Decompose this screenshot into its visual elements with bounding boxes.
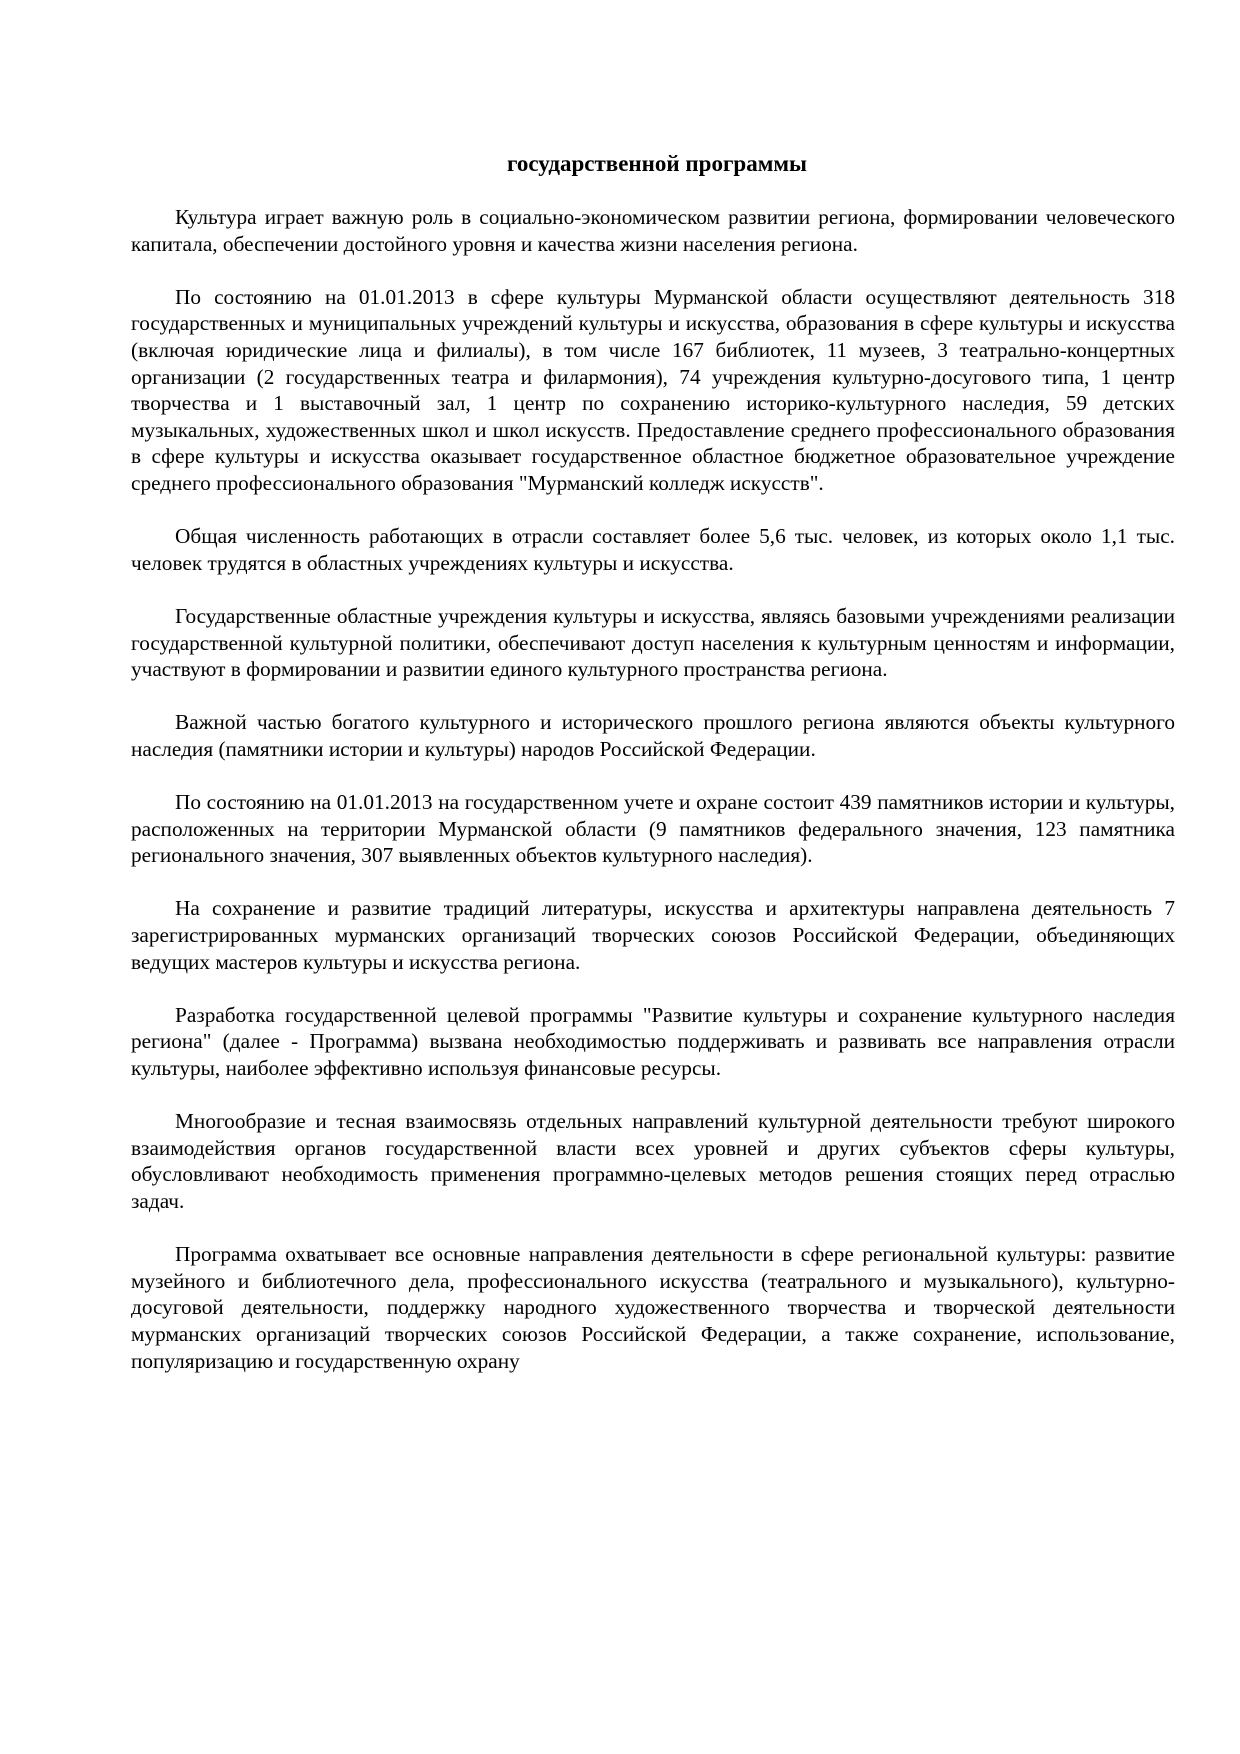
paragraph-culture-role: Культура играет важную роль в социально-экономическом развитии региона, формировании человеческого капитала, обеспечении достойного уровня и качества жизни населения региона.	[131, 205, 1175, 256]
paragraph-program-scope: Программа охватывает все основные направления деятельности в сфере региональной культуры: развитие музейного и библиотечного дела, профессионального искусства (театрального и музыкального), культурно-досуговой деятельности, поддержку народного художественного творчества и творческой деятельности мурманских организаций творческих союзов Российской Федерации, а также сохранение, использование, популяризацию и государственную охрану	[131, 1242, 1175, 1373]
section-title: государственной программы	[507, 151, 807, 176]
paragraph-state-institutions: Государственные областные учреждения культуры и искусства, являясь базовыми учреждениями реализации государственной культурной политики, обеспечивают доступ населения к культурным ценностям и информации, участвуют в формировании и развитии единого культурного пространства региона.	[131, 603, 1175, 682]
paragraph-institutions-count: По состоянию на 01.01.2013 в сфере культуры Мурманской области осуществляют деятельность 318 государственных и муниципальных учреждений культуры и искусства, образования в сфере культуры и искусства (включая юридические лица и филиалы), в том числе 167 библиотек, 11 музеев, 3 театрально-концертных организации (2 государственных театра и филармония), 74 учреждения культурно-досугового типа, 1 центр творчества и 1 выставочный зал, 1 центр по сохранению историко-культурного наследия, 59 детских музыкальных, художественных школ и школ искусств. Предоставление среднего профессионального образования в сфере культуры и искусства оказывает государственное областное бюджетное образовательное учреждение среднего профессионального образования "Мурманский колледж искусств".	[131, 284, 1175, 495]
paragraph-interaction: Многообразие и тесная взаимосвязь отдельных направлений культурной деятельности требуют широкого взаимодействия органов государственной власти всех уровней и других субъектов сферы культуры, обусловливают необходимость применения программно-целевых методов решения стоящих перед отраслью задач.	[131, 1109, 1175, 1213]
document-page	[131, 150, 1175, 1374]
paragraph-creative-unions: На сохранение и развитие традиций литературы, искусства и архитектуры направлена деятельность 7 зарегистрированных мурманских организаций творческих союзов Российской Федерации, объединяющих ведущих мастеров культуры и искусства региона.	[131, 896, 1175, 974]
paragraph-workforce: Общая численность работающих в отрасли составляет более 5,6 тыс. человек, из которых около 1,1 тыс. человек трудятся в областных учреждениях культуры и искусства.	[131, 524, 1175, 575]
paragraph-cultural-heritage: Важной частью богатого культурного и исторического прошлого региона являются объекты культурного наследия (памятники истории и культуры) народов Российской Федерации.	[131, 710, 1175, 761]
paragraph-program-development: Разработка государственной целевой программы "Развитие культуры и сохранение культурного наследия региона" (далее - Программа) вызвана необходимостью поддерживать и развивать все направления отрасли культуры, наиболее эффективно используя финансовые ресурсы.	[131, 1002, 1175, 1080]
paragraph-monuments-count: По состоянию на 01.01.2013 на государственном учете и охране состоит 439 памятников истории и культуры, расположенных на территории Мурманской области (9 памятников федерального значения, 123 памятника регионального значения, 307 выявленных объектов культурного наследия).	[131, 790, 1175, 868]
